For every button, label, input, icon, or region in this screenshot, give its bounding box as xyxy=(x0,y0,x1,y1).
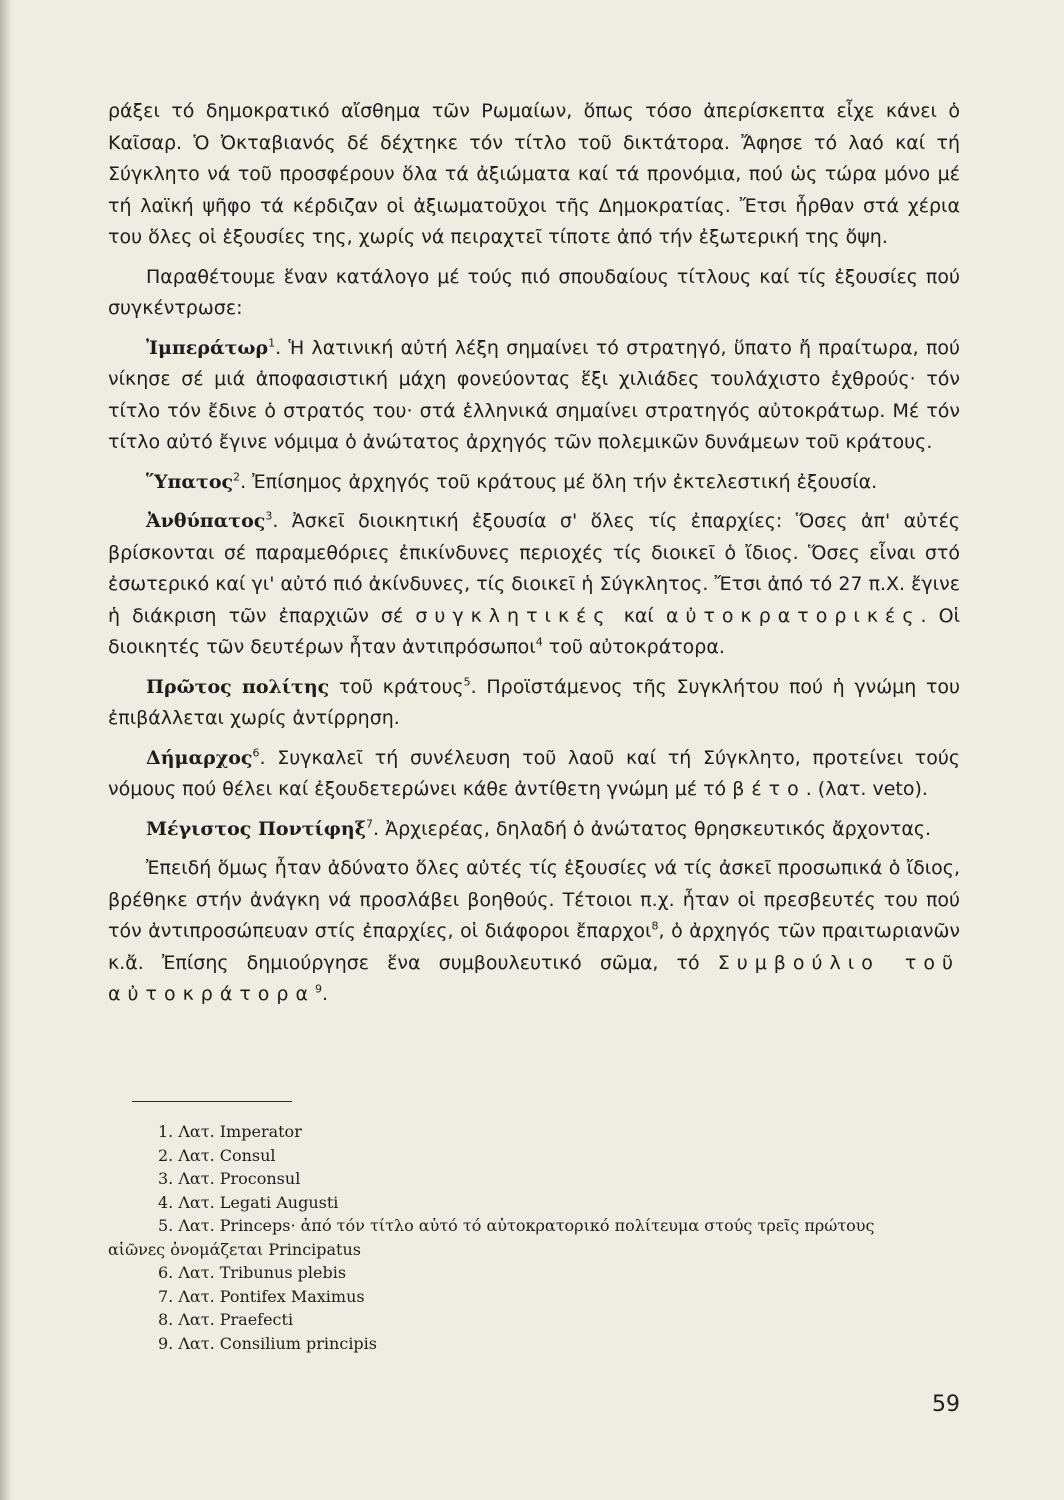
entry-anthypatos-text-b: καί xyxy=(623,604,654,627)
entry-anthypatos-text-a: . Ἀσκεῖ διοικητική ἐξουσία σ' ὅλες τίς ἐπαρχίες: Ὅσες ἀπ' αὐτές βρίσκονται σέ παραμεθόριες ἐπικίνδυνες περιοχές τίς διοικεῖ ὁ ἴδιος. Ὅσες εἶναι στό ἐσωτερικό καί γι' αὐτό πιό ἀκίνδυνες, τίς διοικεῖ ἡ Σύγκλητος. Ἔτσι ἀπό τό 27 π.Χ. ἔγινε ἡ διάκριση τῶν ἐπαρχιῶν σέ xyxy=(108,510,960,627)
footnote-ref-7: 7 xyxy=(366,817,374,831)
entry-anthypatos xyxy=(108,506,960,664)
main-text xyxy=(108,96,960,1019)
term-imperator: Ἰμπεράτωρ xyxy=(146,336,269,359)
footnote-ref-5: 5 xyxy=(463,675,471,689)
entry-megistos-pontifix xyxy=(108,814,960,846)
closing-text-c: . xyxy=(322,983,329,1005)
term-megistos-pontifix: Μέγιστος Ποντίφηξ xyxy=(146,817,367,840)
footnote-4: 4. Λατ. Legati Augusti xyxy=(158,1192,339,1212)
entry-ypatos xyxy=(108,467,960,499)
footnote-2: 2. Λατ. Consul xyxy=(158,1145,276,1165)
entry-ypatos-text: . Ἐπίσημος ἀρχηγός τοῦ κράτους μέ ὅλη τήν ἐκτελεστική ἐξουσία. xyxy=(240,470,878,493)
page-number: 59 xyxy=(932,1392,960,1417)
closing-text-a: Ἐπειδή ὅμως ἦταν ἀδύνατο ὅλες αὐτές τίς ἐξουσίες νά τίς ἀσκεῖ προσωπικά ὁ ἴδιος, βρέθηκε στήν ἀνάγκη νά προσλάβει βοηθούς. Τέτοιοι π.χ. ἦταν οἱ πρεσβευτές του πού τόν ἀντιπροσώπευαν στίς ἐπαρχίες, οἱ διάφοροι ἔπαρχοι xyxy=(108,857,960,942)
spaced-word-aftokratorikes: αὐτοκρατορικές xyxy=(665,604,921,627)
footnote-9: 9. Λατ. Consilium principis xyxy=(158,1333,377,1353)
paragraph-closing xyxy=(108,853,960,1011)
footnote-separator xyxy=(132,1101,292,1102)
entry-megistos-text: . Ἀρχιερέας, δηλαδή ὁ ἀνώτατος θρησκευτικός ἄρχοντας. xyxy=(373,817,932,840)
closing-text-b: , ὁ ἀρχηγός τῶν πραιτωριανῶν κ.ἄ. Ἐπίσης δημιούργησε ἕνα συμβουλευτικό σῶμα, τό xyxy=(108,920,960,974)
footnote-7: 7. Λατ. Pontifex Maximus xyxy=(158,1286,365,1306)
footnote-3: 3. Λατ. Proconsul xyxy=(158,1169,301,1188)
spaced-word-veto: βέτο xyxy=(732,778,806,800)
term-dimarchos: Δήμαρχος xyxy=(146,746,253,769)
spaced-word-syngklitikes: συγκλητικές xyxy=(415,604,612,627)
footnote-ref-3: 3 xyxy=(265,509,273,523)
entry-anthypatos-text-d: τοῦ αὐτοκράτορα. xyxy=(548,636,725,658)
footnote-5-continuation: αἰῶνες ὀνομάζεται Principatus xyxy=(108,1239,361,1259)
footnote-6: 6. Λατ. Tribunus plebis xyxy=(158,1263,347,1282)
footnote-ref-4: 4 xyxy=(535,635,543,649)
entry-dimarchos-text-b: . (λατ. veto). xyxy=(805,778,928,800)
footnote-5: 5. Λατ. Princeps· ἀπό τόν τίτλο αὐτό τό αὐτοκρατορικό πολίτευμα στούς τρεῖς πρώτους xyxy=(158,1216,875,1235)
footnote-1: 1. Λατ. Imperator xyxy=(158,1122,302,1141)
footnote-8: 8. Λατ. Praefecti xyxy=(158,1310,294,1329)
entry-protos-text-a: τοῦ κράτους xyxy=(338,675,464,698)
footnote-ref-1: 1 xyxy=(268,336,276,350)
paragraph-list-intro: Παραθέτουμε ἕναν κατάλογο μέ τούς πιό σπουδαίους τίτλους καί τίς ἐξουσίες πού συγκέντρωσε: xyxy=(108,265,960,319)
entry-protos-politis xyxy=(108,672,960,735)
entry-imperator-text: . Ἡ λατινική αὐτή λέξη σημαίνει τό στρατηγό, ὕπατο ἤ πραίτωρα, πού νίκησε σέ μιά ἀποφασιστική μάχη φονεύοντας ἕξι χιλιάδες τουλάχιστο ἐχθρούς· τόν τίτλο τόν ἔδινε ὁ στρατός του· στά ἑλληνικά σημαίνει στρατηγός αὐτοκράτωρ. Μέ τόν τίτλο αὐτό ἔγινε νόμιμα ὁ ἀνώτατος ἀρχηγός τῶν πολεμικῶν δυνάμεων τοῦ κράτους. xyxy=(108,336,960,453)
entry-protos-text-b: . Προϊστάμενος τῆς Συγκλήτου πού ἡ γνώμη του ἐπιβάλλεται χωρίς ἀντίρρηση. xyxy=(108,675,961,729)
term-ypatos: Ὕπατος xyxy=(146,470,234,493)
spaced-phrase-symvoulio: Συμβούλιο τοῦ αὐτοκράτορα xyxy=(108,951,960,1005)
term-anthypatos: Ἀνθύπατος xyxy=(146,510,266,532)
footnote-ref-2: 2 xyxy=(233,470,241,484)
footnote-ref-9: 9 xyxy=(315,982,323,996)
entry-dimarchos-text-a: . Συγκαλεῖ τή συνέλευση τοῦ λαοῦ καί τή Σύγκλητο, προτείνει τούς νόμους πού θέλει καί ἐξουδετερώνει κάθε ἀντίθετη γνώμη μέ τό xyxy=(108,746,960,800)
page-binding-edge xyxy=(0,0,12,1500)
entry-dimarchos xyxy=(108,743,960,806)
footnotes xyxy=(108,1120,960,1355)
footnote-ref-8: 8 xyxy=(651,919,659,933)
footnote-ref-6: 6 xyxy=(252,746,260,760)
entry-imperator xyxy=(108,333,960,459)
term-protos-politis: Πρῶτος πολίτης xyxy=(146,675,330,698)
paragraph-intro: ράξει τό δημοκρατικό αἴσθημα τῶν Ρωμαίων, ὅπως τόσο ἀπερίσκεπτα εἶχε κάνει ὁ Καῖσαρ. Ὁ Ὀκταβιανός δέ δέχτηκε τόν τίτλο τοῦ δικτάτορα. Ἄφησε τό λαό καί τή Σύγκλητο νά τοῦ προσφέρουν ὅλα τά ἀξιώματα καί τά προνόμια, πού ὡς τώρα μόνο μέ τή λαϊκή ψῆφο τά κέρδιζαν οἱ ἀξιωματοῦχοι τῆς Δημοκρατίας. Ἔτσι ἦρθαν στά χέρια του ὅλες οἱ ἐξουσίες της, χωρίς νά πειραχτεῖ τίποτε ἀπό τήν ἐξωτερική της ὄψη. xyxy=(108,100,960,248)
entry-anthypatos-text-c: . Οἱ διοικητές τῶν δευτέρων ἦταν ἀντιπρόσωποι xyxy=(108,604,960,658)
